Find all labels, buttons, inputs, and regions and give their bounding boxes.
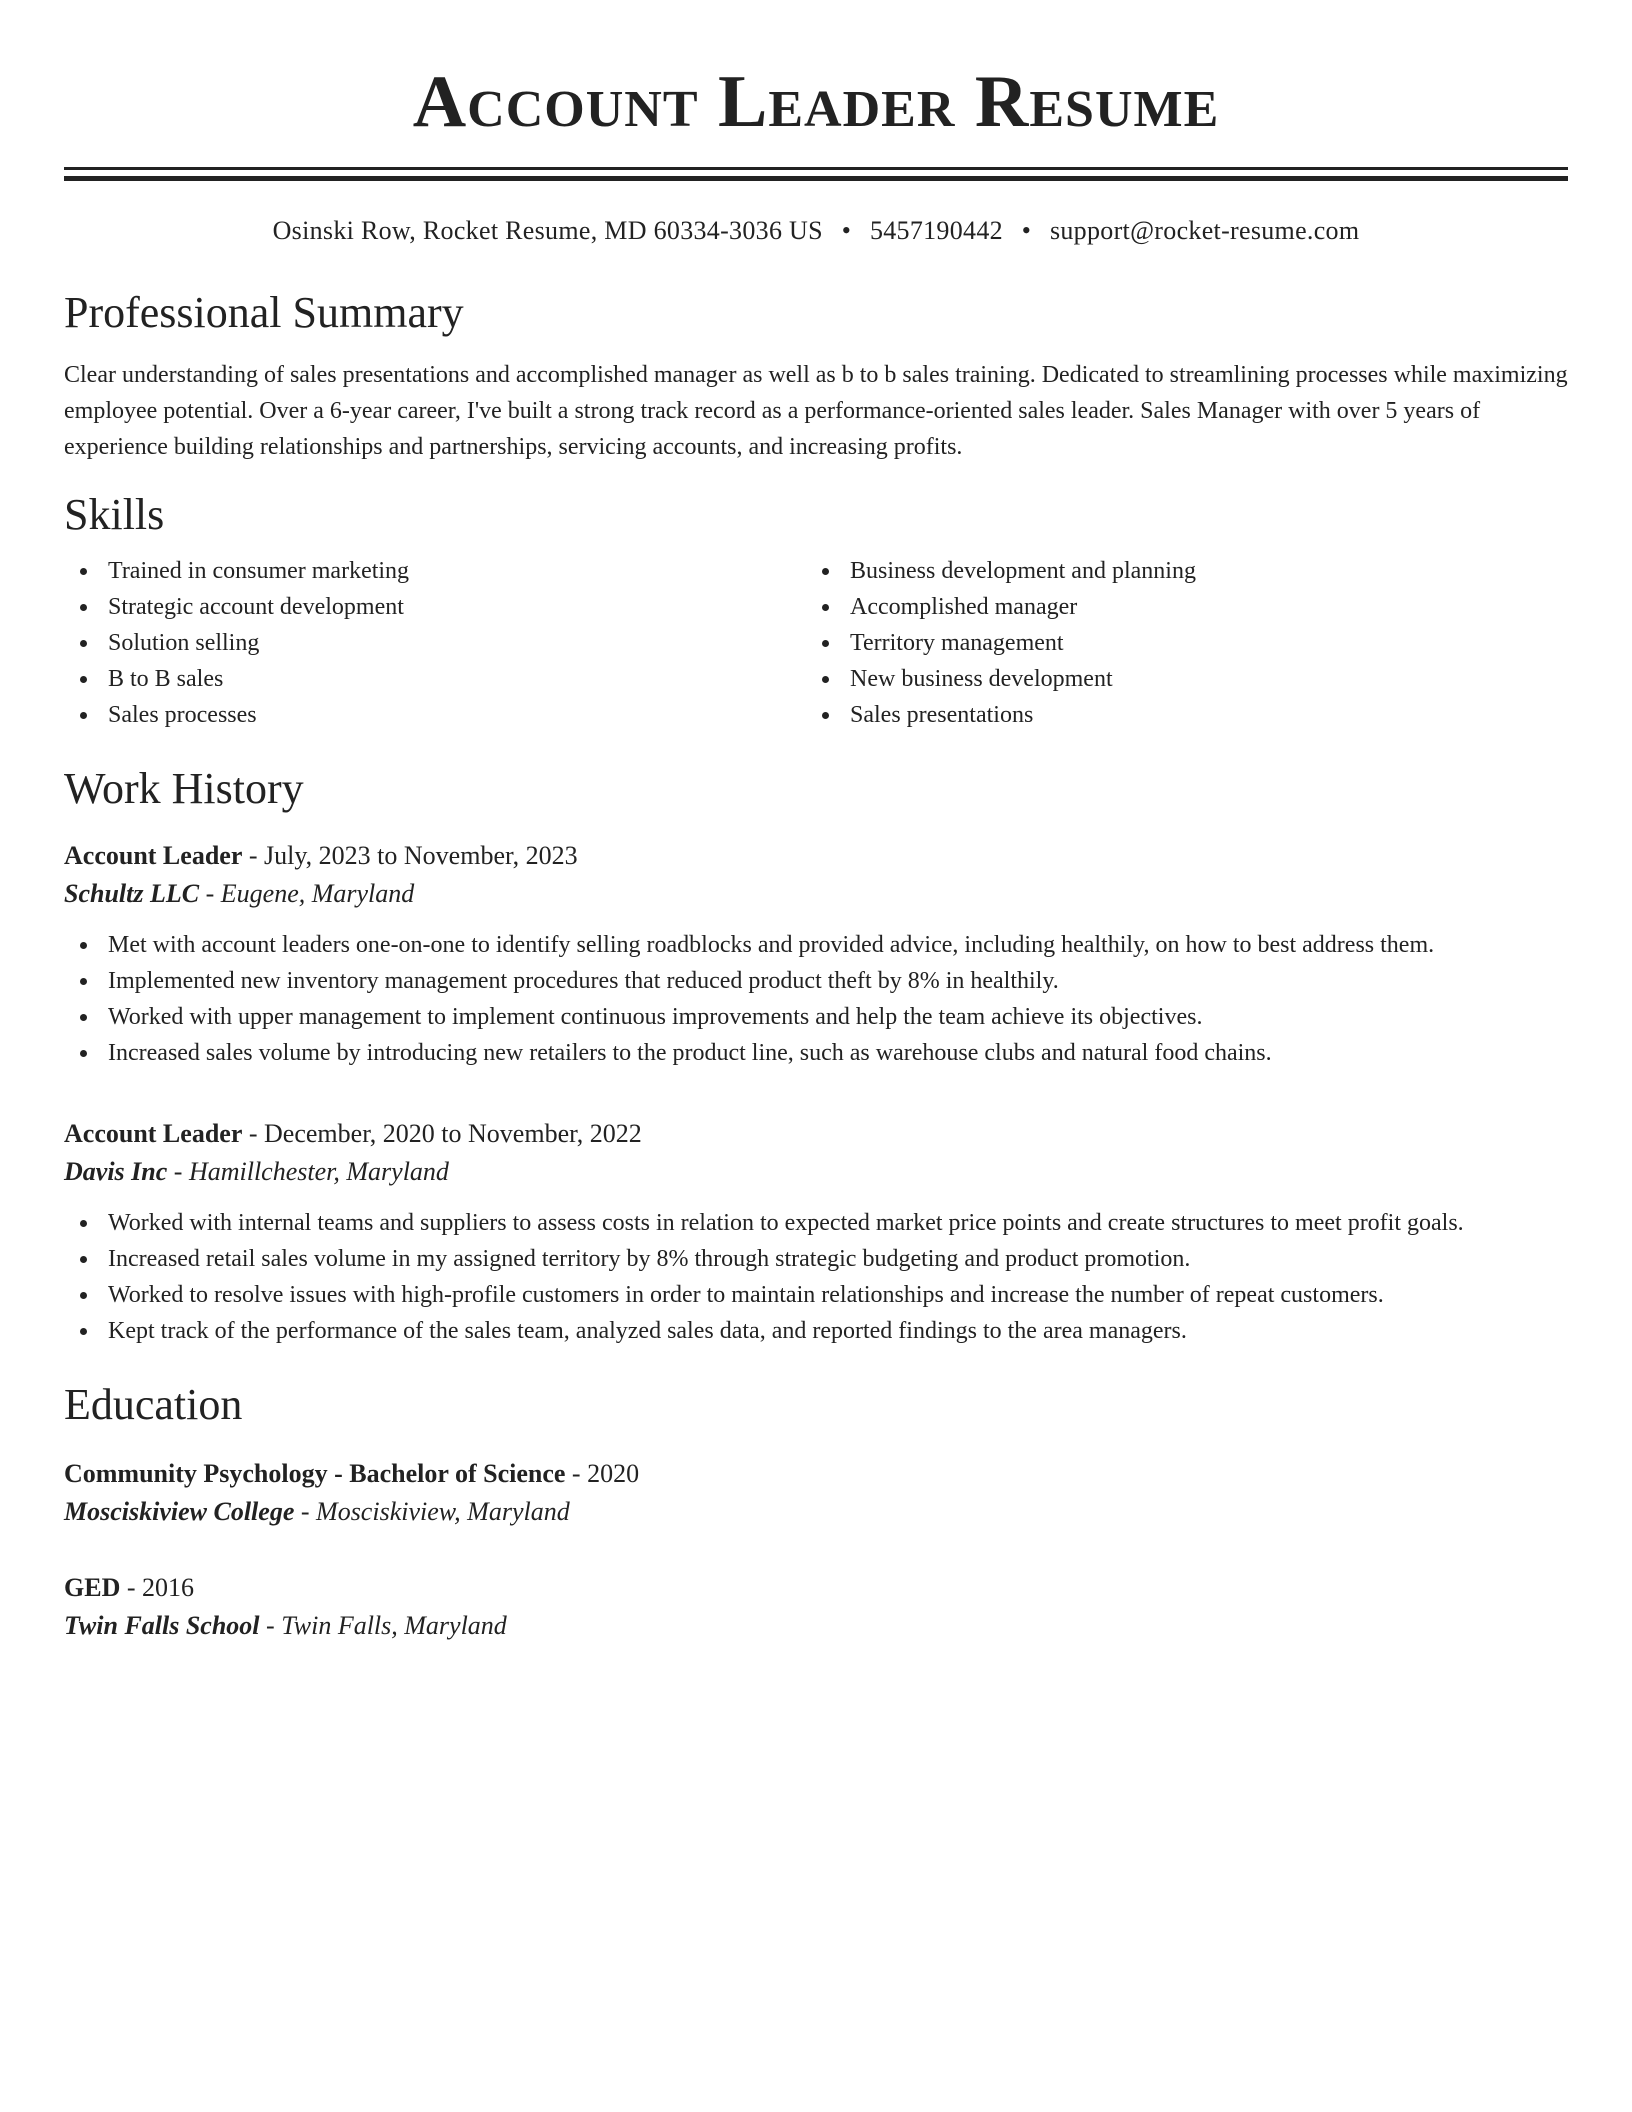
job-dates: July, 2023 to November, 2023	[264, 841, 578, 870]
dash-separator: -	[300, 1497, 310, 1526]
skill-item: Trained in consumer marketing	[64, 553, 806, 589]
dash-separator: -	[248, 1119, 258, 1148]
job-duties-list	[64, 927, 1568, 1071]
skill-item: Solution selling	[64, 625, 806, 661]
job-title-line	[64, 1115, 1568, 1153]
job-duties-list	[64, 1205, 1568, 1349]
education-degree: GED	[64, 1573, 121, 1602]
dash-separator: -	[126, 1573, 136, 1602]
title-divider-bottom	[64, 176, 1568, 181]
job-dates: December, 2020 to November, 2022	[264, 1119, 642, 1148]
job-company: Schultz LLC	[64, 879, 200, 908]
skill-item: Accomplished manager	[806, 589, 1548, 625]
job-location: Hamillchester, Maryland	[188, 1157, 449, 1186]
education-school: Twin Falls School	[64, 1611, 260, 1640]
job-location: Eugene, Maryland	[220, 879, 415, 908]
job-duty-item: Worked to resolve issues with high-profile customers in order to maintain relationships and increase the number of repeat customers.	[64, 1277, 1568, 1313]
skill-item: Territory management	[806, 625, 1548, 661]
skill-item: B to B sales	[64, 661, 806, 697]
dash-separator: -	[266, 1611, 275, 1640]
education-location: Twin Falls, Maryland	[281, 1611, 507, 1640]
contact-phone: 5457190442	[869, 216, 1003, 245]
job-company: Davis Inc	[64, 1157, 168, 1186]
dash-separator: -	[571, 1459, 581, 1488]
education-school-line	[64, 1493, 1568, 1531]
skill-item: Business development and planning	[806, 553, 1548, 589]
summary-text: Clear understanding of sales presentations and accomplished manager as well as b to b sales training. Dedicated to streamlining processes while maximizing employee potential. Over a 6-year career, I've built a strong track record as a performance-oriented sales leader. Sales Manager with over 5 years of experience building relationships and partnerships, servicing accounts, and increasing profits.	[64, 362, 1568, 460]
skills-grid	[64, 553, 1568, 733]
job-duty-item: Worked with internal teams and suppliers to assess costs in relation to expected market price points and create structures to meet profit goals.	[64, 1205, 1568, 1241]
contact-separator: •	[1021, 216, 1032, 245]
skill-item: Sales processes	[64, 697, 806, 733]
job-title-line	[64, 837, 1568, 875]
skill-item: Strategic account development	[64, 589, 806, 625]
education-degree: Community Psychology - Bachelor of Science	[64, 1459, 566, 1488]
job-company-line	[64, 1153, 1568, 1191]
section-heading-skills: Skills	[64, 490, 165, 539]
job-company-line	[64, 875, 1568, 913]
skill-item: Sales presentations	[806, 697, 1548, 733]
job-duty-item: Implemented new inventory management procedures that reduced product theft by 8% in healthily.	[64, 963, 1568, 999]
section-heading-work-history: Work History	[64, 764, 304, 813]
job-duty-item: Increased retail sales volume in my assigned territory by 8% through strategic budgeting and product promotion.	[64, 1241, 1568, 1277]
job-duty-item: Kept track of the performance of the sales team, analyzed sales data, and reported findings to the area managers.	[64, 1313, 1568, 1349]
dash-separator: -	[173, 1157, 183, 1186]
job-duty-item: Worked with upper management to implement continuous improvements and help the team achieve its objectives.	[64, 999, 1568, 1035]
skills-list-right	[806, 553, 1548, 733]
job-duty-item: Increased sales volume by introducing new retailers to the product line, such as warehouse clubs and natural food chains.	[64, 1035, 1568, 1071]
education-location: Mosciskiview, Maryland	[316, 1497, 570, 1526]
job-entry	[64, 1115, 1568, 1349]
resume-title: Account Leader Resume	[412, 61, 1220, 143]
section-heading-education: Education	[64, 1380, 243, 1429]
education-school: Mosciskiview College	[64, 1497, 295, 1526]
dash-separator: -	[205, 879, 215, 908]
job-duty-item: Met with account leaders one-on-one to identify selling roadblocks and provided advice, including healthily, on how to best address them.	[64, 927, 1568, 963]
education-entry	[64, 1569, 1568, 1645]
job-entry	[64, 837, 1568, 1071]
education-entry	[64, 1455, 1568, 1531]
contact-separator: •	[841, 216, 852, 245]
section-heading-summary: Professional Summary	[64, 288, 464, 337]
contact-line	[64, 215, 1568, 247]
contact-address: Osinski Row, Rocket Resume, MD 60334-3036 US	[272, 216, 823, 245]
education-year: 2020	[587, 1459, 640, 1488]
skill-item: New business development	[806, 661, 1548, 697]
education-school-line	[64, 1607, 1568, 1645]
education-degree-line	[64, 1455, 1568, 1493]
job-title: Account Leader	[64, 841, 243, 870]
job-title: Account Leader	[64, 1119, 243, 1148]
contact-email: support@rocket-resume.com	[1049, 216, 1360, 245]
skills-list-left	[64, 553, 806, 733]
dash-separator: -	[248, 841, 258, 870]
title-divider-top	[64, 167, 1568, 170]
education-degree-line	[64, 1569, 1568, 1607]
education-year: 2016	[142, 1573, 195, 1602]
